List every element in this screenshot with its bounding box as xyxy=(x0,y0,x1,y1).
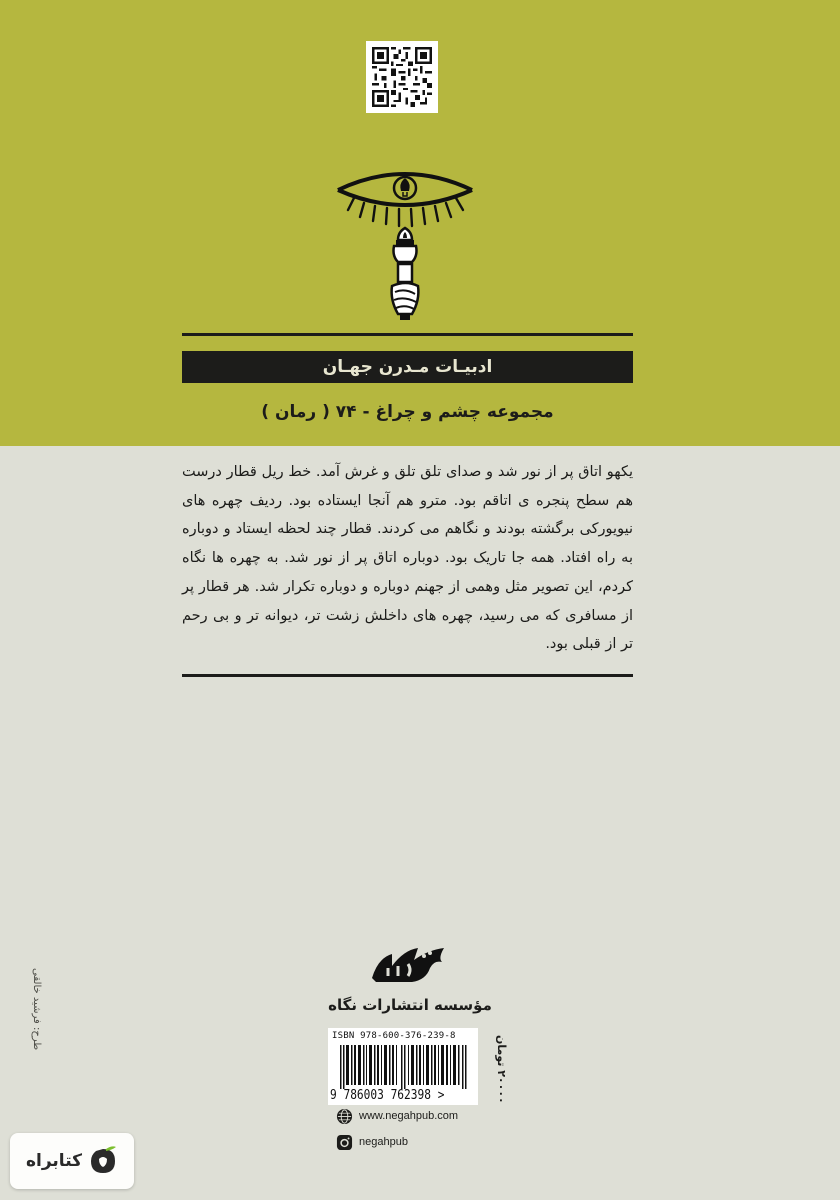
watermark-text: کتابراه xyxy=(25,1151,83,1171)
instagram-handle[interactable]: negahpub xyxy=(359,1136,408,1148)
ketabrah-watermark[interactable] xyxy=(10,1133,134,1189)
designer-credit: طرح: فرشید خالقی xyxy=(31,967,42,1050)
ketabrah-logo-icon xyxy=(88,1145,118,1177)
barcode-icon xyxy=(340,1045,468,1089)
instagram-row[interactable] xyxy=(336,1132,408,1152)
barcode-box xyxy=(328,1028,478,1105)
globe-icon xyxy=(336,1108,353,1125)
divider-top xyxy=(182,333,633,336)
barcode-digits: 9 786003 762398 > xyxy=(330,1088,445,1103)
website-link[interactable]: www.negahpub.com xyxy=(359,1110,459,1122)
qr-code-icon xyxy=(366,41,438,113)
collection-line: مجموعه چشم و چراغ - ۷۴ ( رمان ) xyxy=(261,402,554,422)
back-cover-blurb: یکهو اتاق پر از نور شد و صدای تلق تلق و غرش آمد. خط ریل قطار درست هم سطح پنجره ی اتاقم بود. مترو هم آنجا ایستاده بود. ردیف چهره های نیویورکی برگشته بودند و نگاهم می کردند. قطار چند لحظه ایستاد و دوباره به راه افتاد. همه جا تاریک بود. دوباره اتاق پر از نور شد. به چهره ها نگاه کردم، این تصویر مثل وهمی از جهنم دوباره و دوباره تکرار شد. هر قطار پر از مسافری که می رسید، چهره های داخلش زشت تر، دیوانه تر و بی رحم تر از قبلی بود. xyxy=(182,464,633,653)
price-label: ۲۰۰۰۰ تومان xyxy=(495,1035,508,1104)
publisher-name: مؤسسه انتشارات نگاه xyxy=(328,996,492,1014)
isbn-number: ISBN 978-600-376-239-8 xyxy=(332,1031,456,1041)
instagram-icon xyxy=(336,1134,353,1151)
eye-and-lamp-icon xyxy=(332,168,478,328)
negah-logo-icon xyxy=(368,940,450,990)
website-row[interactable] xyxy=(336,1106,458,1126)
divider-bottom xyxy=(182,674,633,677)
series-title: ادبیـات مـدرن جهـان xyxy=(182,351,633,383)
